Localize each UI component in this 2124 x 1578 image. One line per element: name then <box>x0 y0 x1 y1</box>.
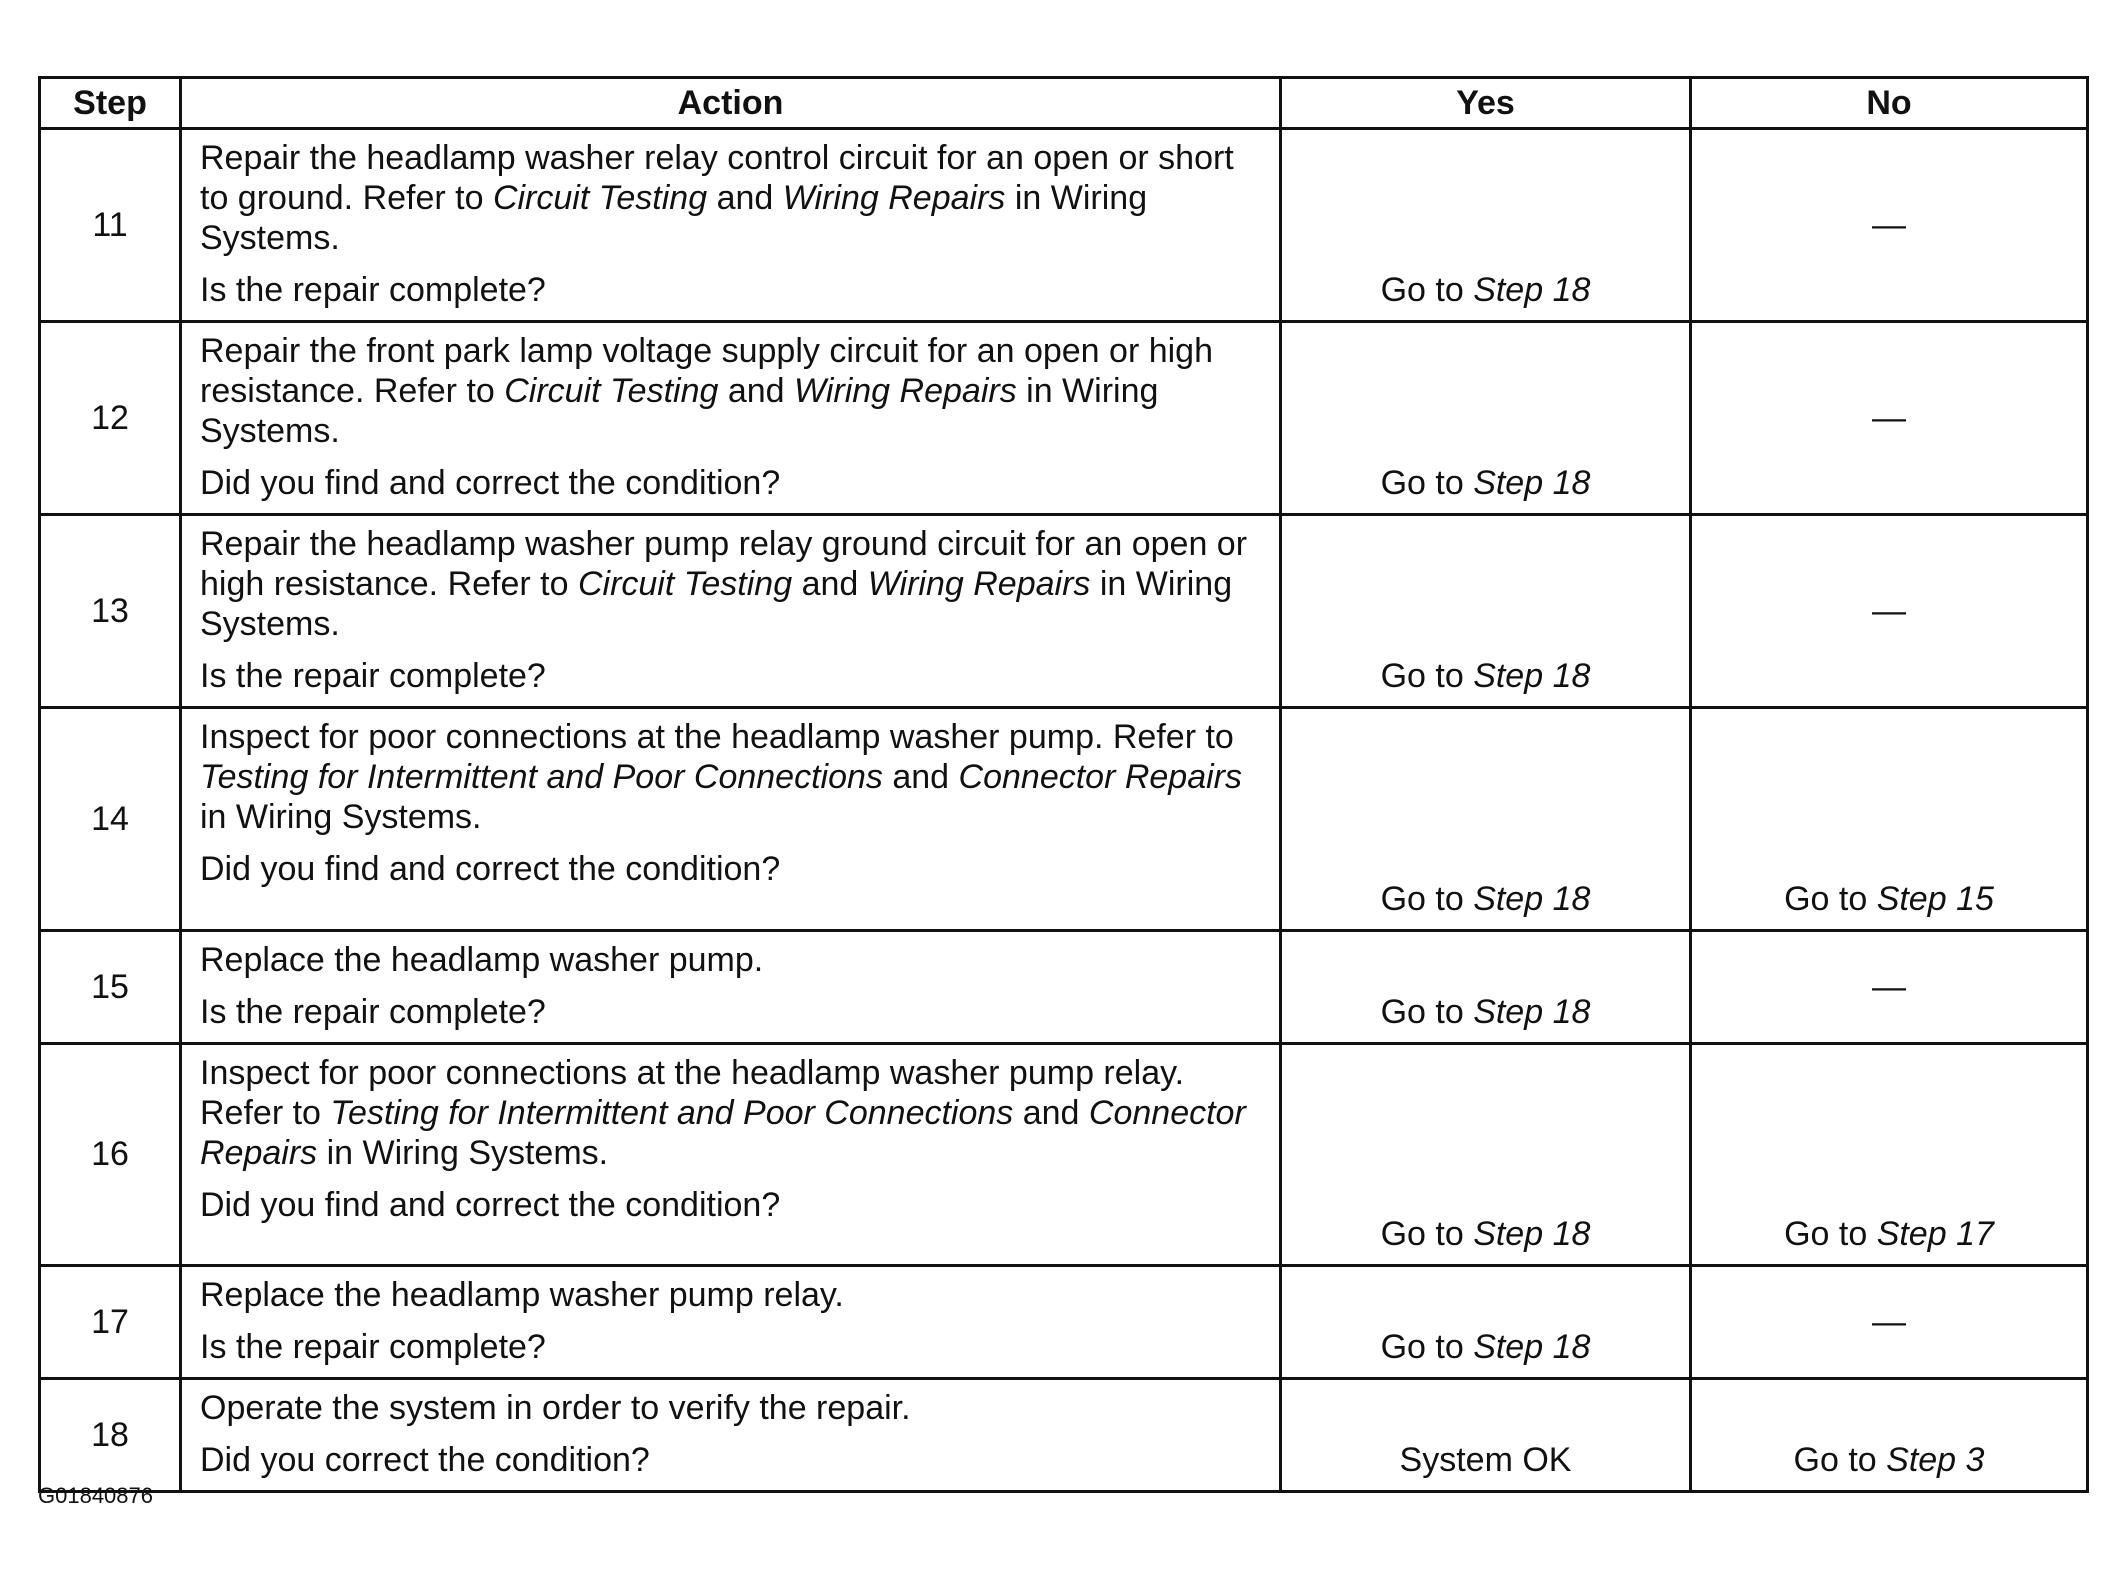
table-row <box>40 515 2088 708</box>
table-row <box>40 129 2088 322</box>
table-row <box>40 1379 2088 1492</box>
action-cell <box>181 1044 1281 1266</box>
reference-link-text: Step 15 <box>1876 880 1994 918</box>
reference-link-text: Wiring Repairs <box>794 372 1017 410</box>
action-instruction <box>200 717 1261 837</box>
action-cell <box>181 1266 1281 1379</box>
yes-outcome <box>1281 1379 1691 1492</box>
yes-outcome <box>1281 1044 1691 1266</box>
reference-link-text: Circuit Testing <box>504 372 719 410</box>
reference-link-text: Step 18 <box>1473 657 1591 695</box>
text-run: and <box>718 372 795 410</box>
no-outcome <box>1691 322 2088 515</box>
text-run: and <box>1013 1094 1089 1132</box>
text-run: Go to <box>1793 1441 1887 1479</box>
action-cell <box>181 515 1281 708</box>
text-run: Go to <box>1380 657 1474 695</box>
text-run: Go to <box>1784 880 1877 918</box>
table-row <box>40 708 2088 931</box>
action-question: Did you find and correct the condition? <box>200 464 781 502</box>
text-run: Replace the headlamp washer pump relay. <box>200 1276 844 1314</box>
action-cell <box>181 1379 1281 1492</box>
reference-link-text: Step 17 <box>1876 1215 1994 1253</box>
table-row <box>40 322 2088 515</box>
step-number: 17 <box>40 1266 181 1379</box>
step-number: 15 <box>40 931 181 1044</box>
reference-link-text: Testing for Intermittent and Poor Connections <box>330 1094 1014 1132</box>
action-cell <box>181 129 1281 322</box>
reference-link-text: Circuit Testing <box>577 565 793 603</box>
text-run: Go to <box>1380 271 1474 309</box>
step-number: 16 <box>40 1044 181 1266</box>
step-number: 12 <box>40 322 181 515</box>
header-action: Action <box>181 78 1281 129</box>
yes-outcome <box>1281 129 1691 322</box>
text-run: in Wiring Systems. <box>200 565 1233 643</box>
text-run: in Wiring Systems. <box>317 1134 609 1172</box>
yes-outcome <box>1281 515 1691 708</box>
reference-link-text: Step 18 <box>1473 271 1591 309</box>
header-row <box>40 78 2088 129</box>
reference-link-text: Wiring Repairs <box>867 565 1091 603</box>
text-run: Go to <box>1380 993 1474 1031</box>
reference-link-text: Connector Repairs <box>200 1094 1246 1172</box>
yes-outcome <box>1281 1266 1691 1379</box>
text-run: — <box>1872 967 1906 1006</box>
yes-outcome <box>1281 708 1691 931</box>
header-no: No <box>1691 78 2088 129</box>
text-run: — <box>1872 1302 1906 1341</box>
text-run: — <box>1872 591 1906 630</box>
action-instruction <box>200 331 1261 451</box>
text-run: — <box>1872 205 1906 244</box>
step-number: 14 <box>40 708 181 931</box>
text-run: — <box>1872 398 1906 437</box>
reference-link-text: Connector Repairs <box>958 758 1243 796</box>
reference-link-text: Wiring Repairs <box>782 179 1006 217</box>
action-cell <box>181 931 1281 1044</box>
no-outcome <box>1691 1266 2088 1379</box>
text-run: Go to <box>1380 1328 1474 1366</box>
text-run: Repair the headlamp washer pump relay ground circuit for an open or high resistance. Refer to <box>200 525 1248 603</box>
reference-link-text: Step 18 <box>1473 880 1591 918</box>
table-row <box>40 1044 2088 1266</box>
reference-link-text: Step 3 <box>1886 1441 1985 1479</box>
text-run: in Wiring Systems. <box>200 372 1159 450</box>
action-instruction <box>200 1053 1261 1173</box>
text-run: Replace the headlamp washer pump. <box>200 941 764 979</box>
text-run: and <box>792 565 868 603</box>
action-cell <box>181 708 1281 931</box>
text-run: Repair the headlamp washer relay control circuit for an open or short to ground. Refer to <box>200 139 1234 217</box>
action-instruction <box>200 524 1261 644</box>
text-run: Go to <box>1380 464 1474 502</box>
step-number: 18 <box>40 1379 181 1492</box>
action-cell <box>181 322 1281 515</box>
table-body <box>40 129 2088 1492</box>
text-run: in Wiring Systems. <box>200 798 482 836</box>
text-run: Repair the front park lamp voltage supply circuit for an open or high resistance. Refer to <box>200 332 1213 410</box>
step-number: 11 <box>40 129 181 322</box>
reference-link-text: Step 18 <box>1473 464 1591 502</box>
text-run: Inspect for poor connections at the headlamp washer pump. Refer to <box>200 718 1234 756</box>
text-run: Go to <box>1784 1215 1877 1253</box>
action-question: Did you correct the condition? <box>200 1441 650 1479</box>
reference-link-text: Circuit Testing <box>492 179 708 217</box>
action-instruction <box>200 1388 1261 1428</box>
no-outcome <box>1691 1379 2088 1492</box>
text-run: System OK <box>1399 1441 1572 1479</box>
action-question: Is the repair complete? <box>200 993 546 1031</box>
yes-outcome <box>1281 931 1691 1044</box>
figure-id: G01840876 <box>38 1483 153 1508</box>
reference-link-text: Step 18 <box>1473 1215 1591 1253</box>
action-question: Is the repair complete? <box>200 657 546 695</box>
step-number: 13 <box>40 515 181 708</box>
no-outcome <box>1691 708 2088 931</box>
reference-link-text: Step 18 <box>1473 1328 1591 1366</box>
text-run: Inspect for poor connections at the headlamp washer pump relay. Refer to <box>200 1054 1185 1132</box>
header-step: Step <box>40 78 181 129</box>
text-run: Operate the system in order to verify the repair. <box>200 1389 911 1427</box>
action-question: Did you find and correct the condition? <box>200 1186 781 1224</box>
yes-outcome <box>1281 322 1691 515</box>
action-question: Did you find and correct the condition? <box>200 850 781 888</box>
no-outcome <box>1691 931 2088 1044</box>
table-row <box>40 931 2088 1044</box>
header-yes: Yes <box>1281 78 1691 129</box>
text-run: in Wiring Systems. <box>200 179 1148 257</box>
no-outcome <box>1691 1044 2088 1266</box>
action-instruction <box>200 940 1261 980</box>
reference-link-text: Step 18 <box>1473 993 1591 1031</box>
diagnostic-table <box>38 76 2089 1493</box>
text-run: and <box>707 179 783 217</box>
no-outcome <box>1691 515 2088 708</box>
reference-link-text: Testing for Intermittent and Poor Connections <box>200 758 883 796</box>
no-outcome <box>1691 129 2088 322</box>
text-run: and <box>882 758 959 796</box>
action-question: Is the repair complete? <box>200 271 546 309</box>
action-question: Is the repair complete? <box>200 1328 546 1366</box>
table-row <box>40 1266 2088 1379</box>
action-instruction <box>200 138 1261 258</box>
text-run: Go to <box>1380 880 1474 918</box>
action-instruction <box>200 1275 1261 1315</box>
text-run: Go to <box>1380 1215 1474 1253</box>
